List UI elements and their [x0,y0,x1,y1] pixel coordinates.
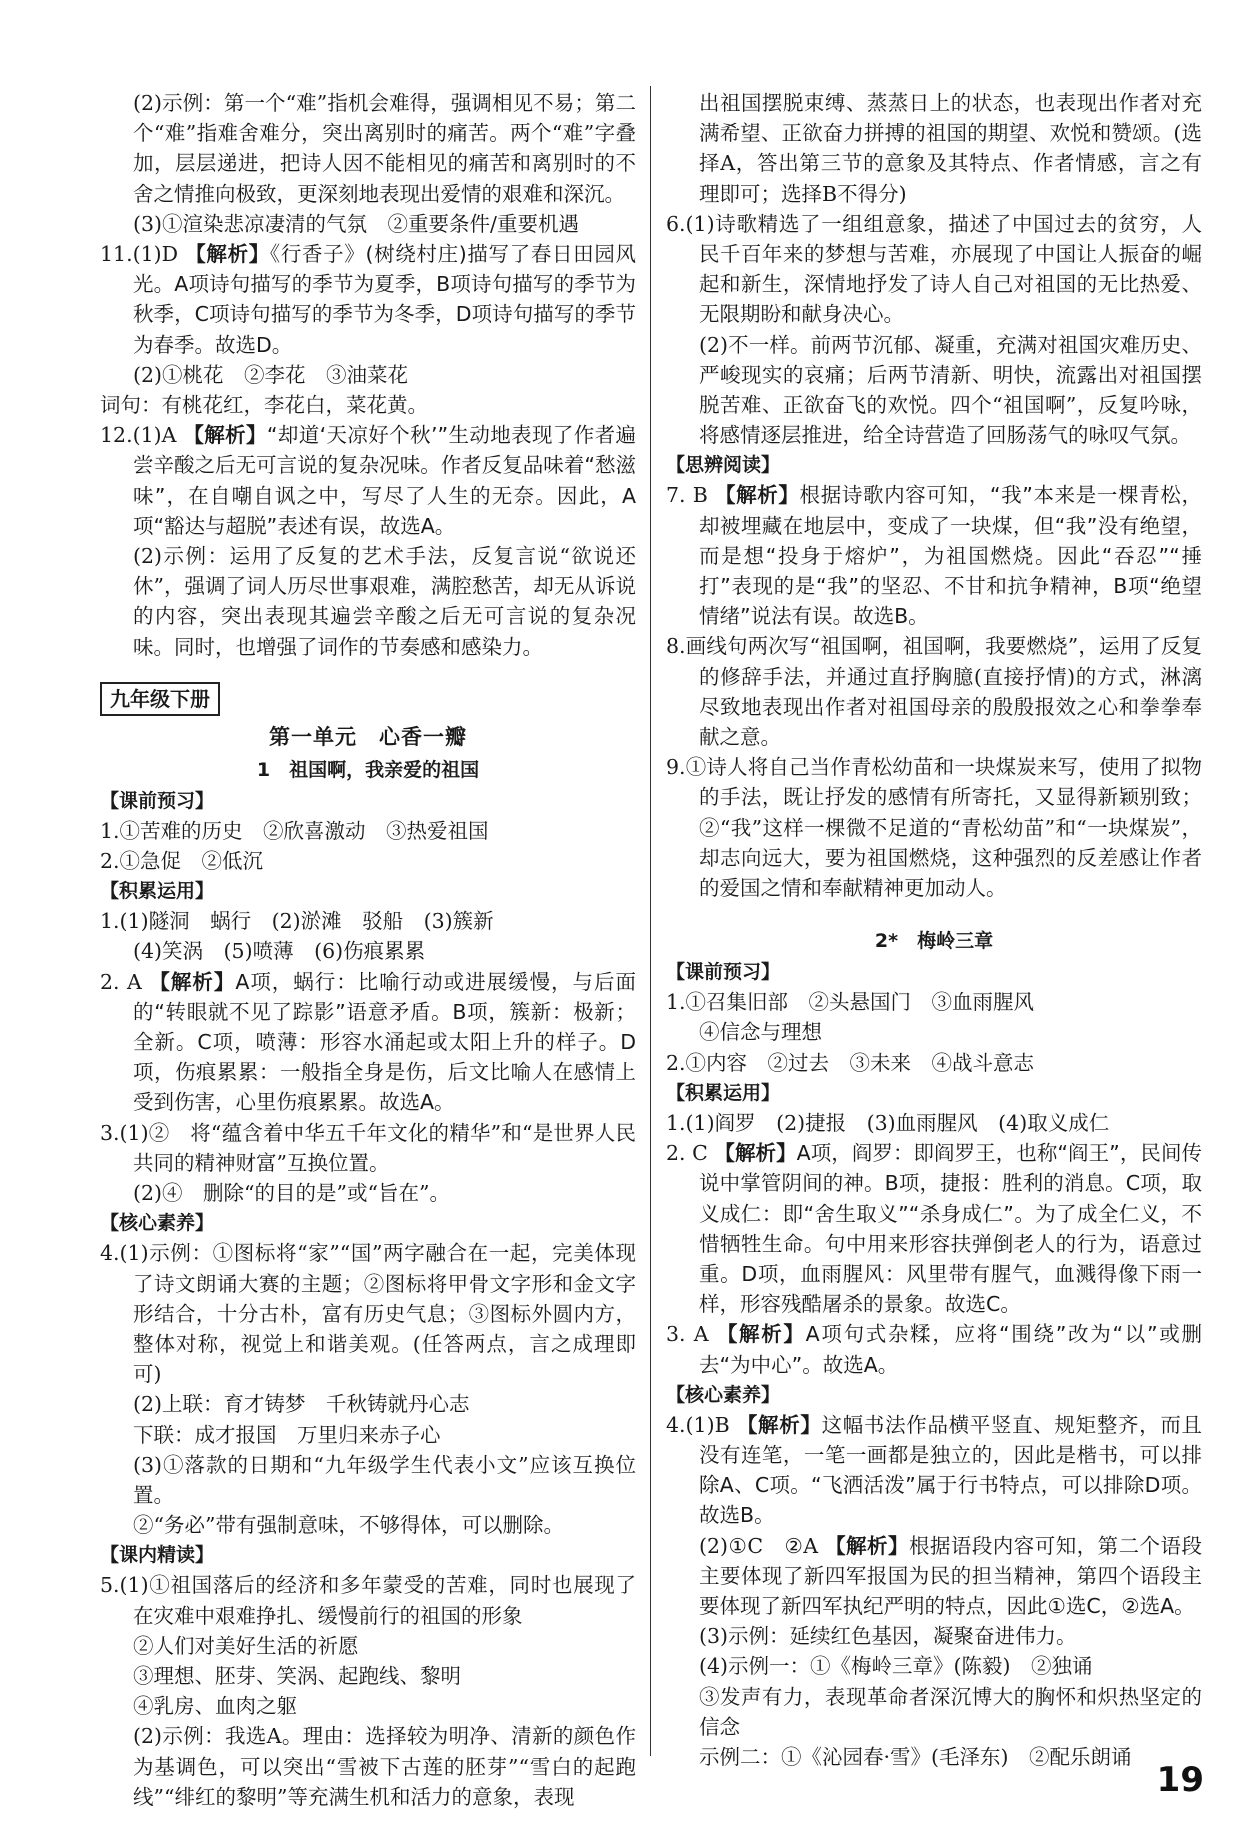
answer-11-2: (2)①桃花 ②李花 ③油菜花 [133,362,409,387]
accumulate-2: 2. A 【解析】A项，蜗行：比喻行动或进展缓慢，与后面的“转眼就不见了踪影”语意矛盾。B项，簇新：极新；全新。C项，喷薄：形容水涌起或太阳上升的样子。D项，伤痕累累：一般指全身是伤，后文比喻人在感情上受到伤害，心里伤痕累累。故选A。 [100,969,636,1115]
unit-title: 第一单元 心香一瓣 [269,724,467,749]
reading-6-2: (2)不一样。前两节沉郁、凝重，充满对祖国灾难历史、严峻现实的哀痛；后两节清新、明快，流露出对祖国摆脱苦难、正欲奋飞的欢悦。四个“祖国啊”，反复吟咏，将感情逐层推进，给全诗营造了回肠荡气的咏叹气氛。 [699,332,1202,448]
accumulate2-2: 2. C 【解析】A项，阎罗：即阎罗王，也称“阎王”，民间传说中掌管阴间的神。B项，捷报：胜利的消息。C项，取义成仁：即“舍生取义”“杀身成仁”。为了成全仁义，不惜牺牲生命。句中用来形容扶弹倒老人的行为，语意过重。D项，血雨腥风：风里带有腥气，血溅得像下雨一样，形容残酷屠杀的景象。故选C。 [666,1141,1203,1317]
reading-5-1b: ②人们对美好生活的祈愿 [133,1633,359,1658]
critical-8: 8.画线句两次写“祖国啊，祖国啊，我要燃烧”，运用了反复的修辞手法，并通过直抒胸臆(直接抒情)的方式，淋漓尽致地表现出作者对祖国母亲的殷殷报效之心和拳拳奉献之意。 [666,634,1202,750]
core2-4-4c: 示例二：①《沁园春·雪》(毛泽东) ②配乐朗诵 [699,1744,1132,1769]
analysis-tag: 【解析】 [716,1322,806,1347]
section-accumulate: 【积累运用】 [100,880,215,903]
preview2-1a: 1.①召集旧部 ②头悬国门 ③血雨腥风 [666,990,1035,1015]
preview2-1b: ④信念与理想 [699,1020,822,1045]
core2-4-2: (2)①C ②A 【解析】根据语段内容可知，第二个语段主要体现了新四军报国为民的担当精神，第四个语段主要体现了新四军执纪严明的特点，因此①选C，②选A。 [699,1533,1202,1618]
analysis-tag: 【解析】 [825,1533,909,1558]
section-close-reading: 【课内精读】 [100,1544,215,1567]
core2-4-3: (3)示例：延续红色基因，凝聚奋进伟力。 [699,1624,1077,1649]
section-core-2: 【核心素养】 [666,1383,781,1406]
section-preview-2: 【课前预习】 [666,961,781,984]
section-accumulate-2: 【积累运用】 [666,1081,781,1104]
preview-2: 2.①急促 ②低沉 [100,849,264,874]
answer-10-3: (3)①渲染悲凉凄清的气氛 ②重要条件/重要机遇 [133,211,579,236]
accumulate2-1: 1.(1)阎罗 (2)捷报 (3)血雨腥风 (4)取义成仁 [666,1110,1110,1135]
critical-7: 7. B 【解析】根据诗歌内容可知，“我”本来是一棵青松，却被埋藏在地层中，变成了一块煤，但“我”没有绝望，而是想“投身于熔炉”，为祖国燃烧。因此“吞忍”“捶打”表现的是“我”的坚忍、不甘和抗争精神，B项“绝望情绪”说法有误。故选B。 [666,483,1203,629]
critical-9: 9.①诗人将自己当作青松幼苗和一块煤炭来写，使用了拟物的手法，既让抒发的感情有所寄托，又显得新颖别致；②“我”这样一棵微不足道的“青松幼苗”和“一块煤炭”，却志向远大，要为祖国燃烧，这种强烈的反差感让作者的爱国之情和奉献精神更加动人。 [666,755,1202,901]
reading-5-1d: ④乳房、血肉之躯 [133,1694,297,1719]
section-preview: 【课前预习】 [100,789,215,812]
grade-label: 九年级下册 [100,682,220,716]
answer-11-2-words: 词句：有桃花红，李花白，菜花黄。 [100,393,428,418]
lesson-2-title: 2* 梅岭三章 [874,930,994,953]
reading-5-2: (2)示例：我选A。理由：选择较为明净、清新的颜色作为基调色，可以突出“雪被下古莲的胚芽”“雪白的起跑线”“绯红的黎明”等充满生机和活力的意象，表现 [133,1724,636,1809]
section-core: 【核心素养】 [100,1212,215,1235]
core-4-1: 4.(1)示例：①图标将“家”“国”两字融合在一起，完美体现了诗文朗诵大赛的主题；②图标将甲骨文字形和金文字形结合，十分古朴，富有历史气息；③图标外圆内方，整体对称，视觉上和谐美观。(任答两点，言之成理即可) [100,1241,636,1387]
preview2-2: 2.①内容 ②过去 ③未来 ④战斗意志 [666,1050,1035,1075]
answer-11-1: 11.(1)D 【解析】《行香子》(树绕村庄)描写了春日田园风光。A项诗句描写的季节为夏季，B项诗句描写的季节为秋季，C项诗句描写的季节为冬季，D项诗句描写的季节为春季。故选D。 [100,242,637,357]
core-4-2a: (2)上联：育才铸梦 千秋铸就丹心志 [133,1392,470,1417]
right-column [666,88,1202,1772]
analysis-tag: 【解析】 [183,423,267,448]
accumulate-1b: (4)笑涡 (5)喷薄 (6)伤痕累累 [133,939,426,964]
core2-4-4b: ③发声有力，表现革命者深沉博大的胸怀和炽热坚定的信念 [699,1684,1202,1739]
core2-4-1: 4.(1)B 【解析】这幅书法作品横平竖直、规矩整齐，而且没有连笔，一笔一画都是独立的，因此是楷书，可以排除A、C项。“飞洒活泼”属于行书特点，可以排除D项。故选B。 [666,1412,1203,1528]
accumulate-3-1: 3.(1)② 将“蕴含着中华五千年文化的精华”和“是世界人民共同的精神财富”互换位置。 [100,1120,636,1175]
core-4-3b: ②“务必”带有强制意味，不够得体，可以删除。 [133,1513,564,1538]
analysis-tag: 【解析】 [714,1141,797,1166]
section-critical-reading: 【思辨阅读】 [666,454,781,477]
answer-12-2: (2)示例：运用了反复的艺术手法，反复言说“欲说还休”，强调了词人历尽世事艰难，满腔愁苦，却无从诉说的内容，突出表现其遍尝辛酸之后无可言说的复杂况味。同时，也增强了词作的节奏感和感染力。 [133,544,636,659]
reading-6-1: 6.(1)诗歌精选了一组组意象，描述了中国过去的贫穷，人民千百年来的梦想与苦难，亦展现了中国让人振奋的崛起和新生，深情地抒发了诗人自己对祖国的无比热爱、无限期盼和献身决心。 [666,211,1202,327]
lesson-1-title: 1 祖国啊，我亲爱的祖国 [256,758,480,781]
answer-10-2: (2)示例：第一个“难”指机会难得，强调相见不易；第二个“难”指难舍难分，突出离别时的痛苦。两个“难”字叠加，层层递进，把诗人因不能相见的痛苦和离别时的不舍之情推向极致，更深刻地表现出爱情的艰难和深沉。 [133,91,636,206]
analysis-tag: 【解析】 [714,483,800,508]
analysis-tag: 【解析】 [736,1412,822,1437]
column-divider [650,86,651,1756]
analysis-tag: 【解析】 [185,242,270,267]
reading-5-1a: 5.(1)①祖国落后的经济和多年蒙受的苦难，同时也展现了在灾难中艰难挣扎、缓慢前行的祖国的形象 [100,1573,636,1628]
answer-12-1: 12.(1)A 【解析】“却道‘天凉好个秋’”生动地表现了作者遍尝辛酸之后无可言说的复杂况味。作者反复品味着“愁滋味”，在自嘲自讽之中，写尽了人生的无奈。因此，A项“豁达与超脱”表述有误，故选A。 [100,423,636,538]
analysis-tag: 【解析】 [149,969,236,994]
page-number: 19 [1156,1760,1204,1800]
core-4-2b: 下联：成才报国 万里归来赤子心 [133,1422,441,1447]
core2-4-4a: (4)示例一：①《梅岭三章》(陈毅) ②独诵 [699,1654,1093,1679]
preview-1: 1.①苦难的历史 ②欣喜激动 ③热爱祖国 [100,818,489,843]
reading-5-2-cont: 出祖国摆脱束缚、蒸蒸日上的状态，也表现出作者对充满希望、正欲奋力拼搏的祖国的期望、欢悦和赞颂。(选择A，答出第三节的意象及其特点、作者情感，言之有理即可；选择B不得分) [699,91,1202,206]
left-column [100,88,636,1812]
reading-5-1c: ③理想、胚芽、笑涡、起跑线、黎明 [133,1663,461,1688]
core-4-3a: (3)①落款的日期和“九年级学生代表小文”应该互换位置。 [133,1452,636,1507]
accumulate-1a: 1.(1)隧洞 蜗行 (2)淤滩 驳船 (3)簇新 [100,909,494,934]
accumulate2-3: 3. A 【解析】A项句式杂糅，应将“围绕”改为“以”或删去“为中心”。故选A。 [666,1322,1202,1377]
accumulate-3-2: (2)④ 删除“的目的是”或“旨在”。 [133,1181,450,1206]
